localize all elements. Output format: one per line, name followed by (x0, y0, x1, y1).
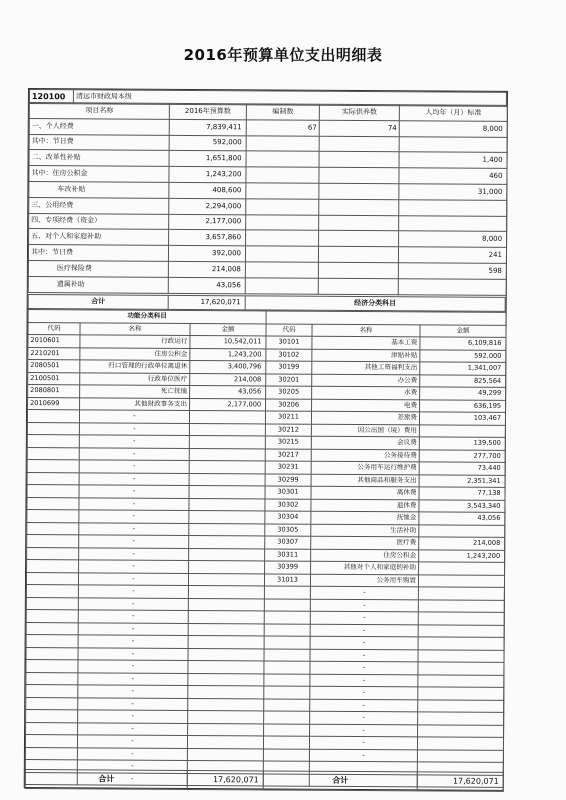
func-code-cell (26, 597, 78, 610)
func-name-cell: - (77, 747, 187, 760)
econ-code-cell (264, 723, 310, 736)
econ-code-cell: 30301 (265, 486, 311, 499)
summary-actual-cell (319, 183, 399, 199)
econ-amount-cell: 636,195 (420, 399, 506, 412)
econ-code-cell (264, 623, 310, 636)
econ-amount-cell: 277,700 (419, 449, 505, 462)
func-code-cell (27, 535, 79, 548)
header-item: 项目名称 (29, 103, 169, 120)
econ-name-cell: - (310, 736, 418, 749)
econ-code-cell: 31013 (264, 573, 310, 586)
econ-amount-cell (418, 674, 504, 687)
summary-budget-cell: 408,600 (169, 182, 246, 198)
func-name-cell: 其他财政事务支出 (80, 397, 190, 410)
econ-name-cell: 其他工资福利支出 (312, 361, 420, 374)
func-amount-cell (188, 698, 264, 711)
func-code-cell: 2080501 (28, 360, 80, 373)
func-amount-cell (188, 635, 264, 648)
econ-amount-cell (418, 574, 504, 587)
summary-name-cell: 医疗保险费 (28, 260, 168, 277)
econ-code-cell: 30201 (266, 373, 312, 386)
func-name-cell: - (78, 722, 188, 735)
summary-standard-cell: 241 (398, 247, 506, 263)
summary-name-cell: 其中：节日费 (29, 134, 169, 151)
func-code-cell (27, 460, 79, 473)
func-code-cell (27, 422, 79, 435)
econ-code-cell: 30307 (265, 536, 311, 549)
classification-total (25, 769, 504, 792)
summary-actual-cell (318, 246, 398, 262)
econ-name-cell: - (310, 724, 418, 737)
econ-name-cell: - (309, 749, 417, 762)
econ-code-cell: 30206 (266, 398, 312, 411)
econ-code-cell: 30199 (266, 361, 312, 374)
func-name-cell: 行政单位医疗 (80, 372, 190, 385)
func-amount-cell (189, 423, 265, 436)
summary-name-cell: 二、改革性补贴 (29, 150, 169, 167)
summary-staff-cell (246, 230, 319, 246)
func-amount-cell (189, 548, 265, 561)
func-name-cell: 归口管理的行政单位离退休 (80, 360, 190, 373)
econ-code-cell (264, 598, 310, 611)
func-name-cell: - (79, 535, 189, 548)
summary-actual-cell: 74 (319, 120, 399, 136)
econ-name-cell: 住房公积金 (311, 549, 419, 562)
func-code-cell (26, 659, 78, 672)
econ-code-cell: 30399 (265, 561, 311, 574)
func-amount-cell (189, 435, 265, 448)
summary-table (28, 102, 508, 295)
summary-budget-cell: 1,651,800 (169, 151, 246, 167)
func-name-cell: - (78, 622, 188, 635)
func-name-cell: 死亡抚恤 (80, 385, 190, 398)
econ-amount-cell (418, 724, 504, 737)
func-code-cell (26, 584, 78, 597)
summary-name-cell: 其中：节日费 (28, 245, 168, 262)
summary-actual-cell (319, 215, 399, 231)
func-name-cell: - (78, 572, 188, 585)
econ-name-cell: 公务接待费 (311, 449, 419, 462)
econ-code-cell (264, 611, 310, 624)
econ-code-cell: 30102 (266, 348, 312, 361)
econ-code-cell (264, 673, 310, 686)
econ-amount-cell: 1,243,200 (419, 549, 505, 562)
summary-staff-cell (246, 167, 319, 183)
econ-amount-header: 金额 (420, 324, 506, 337)
func-amount-cell (188, 623, 264, 636)
econ-amount-cell (419, 562, 505, 575)
econ-amount-cell: 2,351,341 (419, 474, 505, 487)
summary-budget-cell: 3,657,860 (169, 230, 246, 246)
econ-name-cell: 因公出国（境）费用 (311, 424, 419, 437)
func-code-cell (27, 472, 79, 485)
econ-code-cell (264, 648, 310, 661)
summary-name-cell: 其中：住房公积金 (29, 166, 169, 183)
summary-standard-cell: 31,000 (399, 184, 507, 200)
econ-name-cell: - (310, 624, 418, 637)
summary-budget-cell: 592,000 (169, 135, 246, 151)
econ-name-cell: - (310, 586, 418, 599)
econ-code-header: 代码 (266, 323, 312, 336)
func-name-cell: - (77, 735, 187, 748)
summary-actual-cell (319, 199, 399, 215)
econ-code-cell: 30205 (266, 386, 312, 399)
func-code-cell: 2010601 (28, 335, 80, 348)
func-amount-cell (188, 598, 264, 611)
summary-actual-cell (319, 167, 399, 183)
table-row (28, 276, 506, 295)
func-total-label: 合计 (25, 769, 187, 789)
func-code-cell (27, 560, 79, 573)
econ-name-header: 名称 (312, 324, 420, 337)
econ-code-cell: 30101 (266, 336, 312, 349)
func-code-cell (25, 734, 77, 747)
func-amount-header: 金额 (190, 323, 266, 336)
summary-staff-cell (245, 262, 318, 278)
func-amount-cell (188, 660, 264, 673)
econ-code-cell: 30304 (265, 511, 311, 524)
summary-standard-cell (399, 215, 507, 231)
econ-name-cell: 离休费 (311, 486, 419, 499)
econ-code-cell: 30211 (265, 411, 311, 424)
func-name-cell: 行政运行 (80, 335, 190, 348)
func-code-cell (26, 647, 78, 660)
econ-name-cell: 差旅费 (311, 411, 419, 424)
func-amount-cell (189, 498, 265, 511)
func-amount-cell (188, 710, 264, 723)
func-code-cell (26, 684, 78, 697)
func-amount-cell: 214,008 (190, 373, 266, 386)
econ-amount-cell: 103,467 (419, 412, 505, 425)
econ-name-cell: - (310, 699, 418, 712)
econ-name-cell: - (310, 661, 418, 674)
summary-standard-cell (399, 200, 507, 216)
func-amount-cell (189, 473, 265, 486)
func-code-cell (26, 572, 78, 585)
func-section-title: 功能分类科目 (28, 310, 266, 324)
func-code-cell (26, 634, 78, 647)
econ-code-cell (263, 748, 309, 761)
summary-budget-cell: 2,177,000 (169, 214, 246, 230)
econ-name-cell: 电费 (312, 399, 420, 412)
summary-standard-cell: 460 (399, 168, 507, 184)
econ-name-cell: - (310, 611, 418, 624)
summary-actual-cell (319, 136, 399, 152)
summary-total-value: 17,620,071 (168, 295, 245, 309)
econ-amount-cell: 825,564 (420, 374, 506, 387)
func-amount-cell (189, 535, 265, 548)
summary-budget-cell: 7,839,411 (169, 119, 246, 135)
econ-amount-cell: 592,000 (420, 349, 506, 362)
func-amount-cell (189, 560, 265, 573)
econ-total-label: 合计 (263, 771, 417, 791)
summary-standard-cell: 8,000 (399, 231, 507, 247)
func-name-cell: - (79, 485, 189, 498)
unit-name: 清远市财政局本级 (73, 90, 506, 107)
func-amount-cell (189, 485, 265, 498)
econ-amount-cell (418, 599, 504, 612)
func-amount-cell (189, 510, 265, 523)
func-name-cell: - (79, 410, 189, 423)
summary-budget-cell: 2,294,000 (169, 198, 246, 214)
func-code-cell (27, 547, 79, 560)
func-amount-cell (189, 410, 265, 423)
summary-name-cell: 遗属补助 (28, 276, 168, 293)
func-code-cell (27, 410, 79, 423)
econ-name-cell: 医疗费 (311, 536, 419, 549)
summary-name-cell: 车改补贴 (29, 181, 169, 198)
econ-code-cell: 30302 (265, 498, 311, 511)
func-amount-cell (188, 673, 264, 686)
func-name-header: 名称 (80, 322, 190, 335)
econ-amount-cell (418, 687, 504, 700)
summary-standard-cell: 8,000 (399, 121, 507, 137)
func-code-cell (26, 697, 78, 710)
func-code-cell (27, 435, 79, 448)
econ-amount-cell (418, 712, 504, 725)
summary-total-label: 合计 (28, 295, 168, 310)
func-name-cell: - (78, 610, 188, 623)
func-amount-cell (188, 610, 264, 623)
econ-name-cell: - (310, 711, 418, 724)
header-staff: 编制数 (246, 104, 319, 120)
econ-name-cell: 其他对个人和家庭的补助 (311, 561, 419, 574)
func-amount-cell: 10,542,011 (190, 335, 266, 348)
summary-staff-cell (246, 135, 319, 151)
func-code-cell (27, 447, 79, 460)
func-amount-cell (187, 748, 263, 761)
func-name-cell: - (79, 510, 189, 523)
econ-name-cell: 退休费 (311, 499, 419, 512)
econ-name-cell: 水费 (312, 386, 420, 399)
econ-code-cell (264, 698, 310, 711)
func-code-cell (27, 485, 79, 498)
func-name-cell: - (79, 547, 189, 560)
econ-name-cell: 公务用车运行维护费 (311, 461, 419, 474)
econ-amount-cell (417, 749, 503, 762)
func-name-cell: - (78, 710, 188, 723)
func-name-cell: - (78, 635, 188, 648)
econ-amount-cell: 1,341,007 (420, 362, 506, 375)
func-name-cell: - (79, 447, 189, 460)
func-amount-cell: 1,243,200 (190, 348, 266, 361)
func-name-cell: 住房公积金 (80, 347, 190, 360)
econ-amount-cell: 6,109,816 (420, 337, 506, 350)
func-code-cell (26, 722, 78, 735)
econ-code-cell (264, 586, 310, 599)
summary-actual-cell (318, 262, 398, 278)
econ-name-cell: 会议费 (311, 436, 419, 449)
summary-name-cell: 一、个人经费 (29, 118, 169, 135)
econ-amount-cell: 214,008 (419, 537, 505, 550)
func-name-cell: - (79, 460, 189, 473)
econ-amount-cell: 139,500 (419, 437, 505, 450)
budget-table-frame (24, 88, 508, 791)
summary-budget-cell: 1,243,200 (169, 167, 246, 183)
func-name-cell: - (78, 660, 188, 673)
func-amount-cell (188, 648, 264, 661)
func-amount-cell: 43,056 (190, 385, 266, 398)
unit-code: 120100 (29, 90, 73, 104)
func-name-cell: - (78, 685, 188, 698)
econ-amount-cell (418, 699, 504, 712)
summary-staff-cell (246, 151, 319, 167)
econ-code-cell: 30212 (265, 423, 311, 436)
func-code-cell (27, 497, 79, 510)
summary-actual-cell (319, 231, 399, 247)
func-name-cell: - (79, 560, 189, 573)
econ-amount-cell: 49,299 (420, 387, 506, 400)
econ-name-cell: 基本工资 (312, 336, 420, 349)
econ-amount-cell: 3,543,340 (419, 499, 505, 512)
func-amount-cell (188, 723, 264, 736)
econ-total-value: 17,620,071 (417, 772, 503, 792)
func-amount-cell (188, 573, 264, 586)
func-name-cell: - (78, 585, 188, 598)
func-total-value: 17,620,071 (187, 770, 263, 789)
func-amount-cell (187, 735, 263, 748)
page-title: 2016年预算单位支出明细表 (183, 46, 383, 64)
func-code-cell (25, 747, 77, 760)
econ-name-cell: - (310, 686, 418, 699)
func-code-cell (27, 522, 79, 535)
econ-amount-cell (419, 424, 505, 437)
func-amount-cell (189, 523, 265, 536)
summary-budget-cell: 214,008 (168, 261, 245, 277)
func-amount-cell: 3,400,796 (190, 360, 266, 373)
func-name-cell: - (78, 697, 188, 710)
summary-budget-cell: 392,000 (168, 246, 245, 262)
econ-name-cell: 抚恤金 (311, 511, 419, 524)
econ-code-cell: 30299 (265, 473, 311, 486)
econ-code-cell (264, 636, 310, 649)
econ-code-cell (264, 661, 310, 674)
func-amount-cell (189, 448, 265, 461)
func-code-cell (26, 709, 78, 722)
econ-amount-cell: 73,440 (419, 462, 505, 475)
econ-name-cell: 津贴补贴 (312, 349, 420, 362)
header-budget: 2016年预算数 (169, 103, 246, 119)
summary-standard-cell: 598 (398, 263, 506, 279)
header-standard: 人均年（月）标准 (399, 105, 507, 121)
econ-amount-cell (417, 737, 503, 750)
econ-code-cell: 30215 (265, 436, 311, 449)
func-code-cell (26, 609, 78, 622)
header-actual: 实际供养数 (319, 104, 399, 120)
func-name-cell: - (78, 647, 188, 660)
func-amount-cell (188, 685, 264, 698)
func-name-cell: - (79, 435, 189, 448)
classification-table (25, 309, 507, 788)
econ-code-cell: 30311 (265, 548, 311, 561)
func-code-cell: 2010699 (28, 397, 80, 410)
econ-name-cell: - (310, 649, 418, 662)
func-name-cell: - (77, 760, 187, 773)
econ-amount-cell: 77,138 (419, 487, 505, 500)
summary-standard-cell: 1,400 (399, 152, 507, 168)
func-code-cell: 2100501 (28, 372, 80, 385)
summary-staff-cell (245, 246, 318, 262)
func-name-cell: - (79, 497, 189, 510)
econ-name-cell: 生活补助 (311, 524, 419, 537)
func-amount-cell (189, 460, 265, 473)
econ-code-cell (264, 711, 310, 724)
func-name-cell: - (78, 672, 188, 685)
summary-budget-cell: 43,056 (168, 277, 245, 293)
summary-actual-cell (318, 278, 398, 294)
econ-code-cell: 30217 (265, 448, 311, 461)
econ-code-cell: 30231 (265, 461, 311, 474)
econ-amount-cell (418, 649, 504, 662)
econ-amount-cell (418, 624, 504, 637)
func-name-cell: - (79, 472, 189, 485)
econ-amount-cell (418, 612, 504, 625)
func-code-cell (26, 672, 78, 685)
func-name-cell: - (78, 597, 188, 610)
summary-staff-cell (245, 278, 318, 294)
econ-code-cell (264, 686, 310, 699)
summary-standard-cell (399, 136, 507, 152)
econ-name-cell: 其他商品和服务支出 (311, 474, 419, 487)
econ-amount-cell (418, 587, 504, 600)
func-code-cell (26, 622, 78, 635)
func-code-cell (27, 510, 79, 523)
func-code-header: 代码 (28, 322, 80, 335)
func-amount-cell (188, 585, 264, 598)
summary-name-cell: 五、对个人和家庭补助 (29, 229, 169, 246)
econ-amount-cell (419, 524, 505, 537)
econ-section-title: 经济分类科目 (245, 296, 505, 312)
summary-name-cell: 四、专项经费（资金） (29, 213, 169, 230)
econ-amount-cell: 43,056 (419, 512, 505, 525)
func-name-cell: - (79, 522, 189, 535)
func-code-cell: 2080801 (28, 385, 80, 398)
summary-standard-cell (398, 279, 506, 295)
econ-name-cell: 办公费 (312, 374, 420, 387)
summary-staff-cell: 67 (246, 120, 319, 136)
summary-actual-cell (319, 152, 399, 168)
summary-staff-cell (246, 199, 319, 215)
econ-amount-cell (418, 637, 504, 650)
econ-name-cell: - (310, 599, 418, 612)
econ-amount-cell (418, 662, 504, 675)
summary-staff-cell (246, 214, 319, 230)
econ-code-cell: 30305 (265, 523, 311, 536)
econ-name-cell: - (310, 674, 418, 687)
econ-code-cell (264, 736, 310, 749)
econ-name-cell: - (310, 636, 418, 649)
func-name-cell: - (79, 422, 189, 435)
func-name-cell: - (77, 772, 187, 785)
econ-name-cell: 公务用车购置 (310, 574, 418, 587)
func-code-cell: 2210201 (28, 347, 80, 360)
summary-name-cell: 三、公用经费 (29, 197, 169, 214)
func-amount-cell: 2,177,000 (190, 398, 266, 411)
summary-staff-cell (246, 183, 319, 199)
